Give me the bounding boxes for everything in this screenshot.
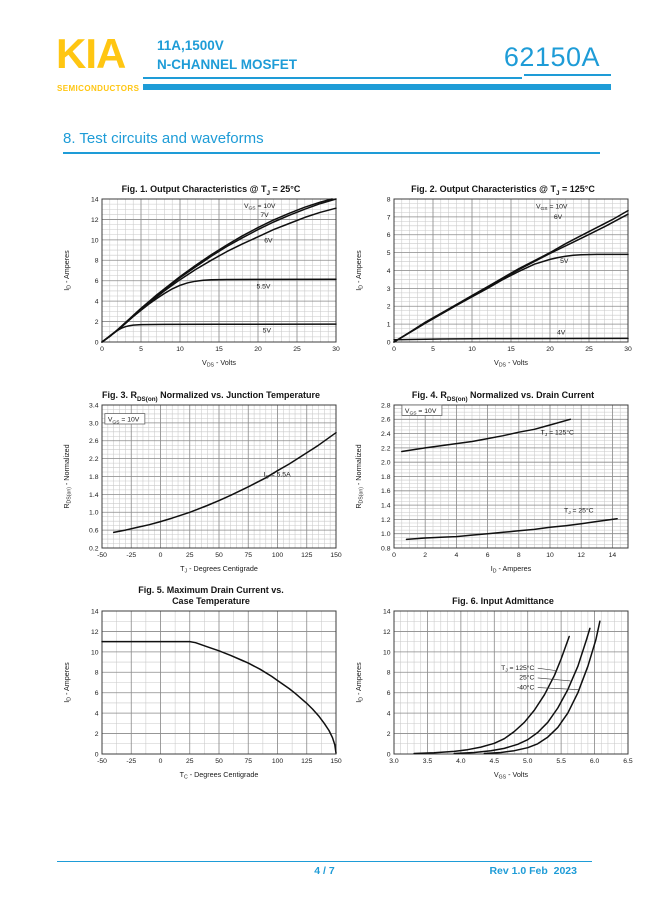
svg-text:12: 12 xyxy=(90,628,98,636)
svg-text:0.6: 0.6 xyxy=(88,527,98,535)
svg-text:4: 4 xyxy=(454,552,458,559)
svg-text:8: 8 xyxy=(386,196,390,204)
svg-text:50: 50 xyxy=(214,758,223,765)
svg-text:12: 12 xyxy=(382,628,390,636)
svg-text:1.0: 1.0 xyxy=(88,509,98,517)
figure-input-admittance xyxy=(347,585,639,784)
svg-text:4: 4 xyxy=(94,298,98,306)
svg-text:0: 0 xyxy=(99,346,104,353)
product-summary xyxy=(157,36,297,74)
svg-text:0.8: 0.8 xyxy=(380,545,390,553)
svg-text:3.4: 3.4 xyxy=(88,402,98,410)
chart-plot xyxy=(58,194,345,372)
svg-text:2.4: 2.4 xyxy=(380,431,390,438)
annotation-label: $T_J = 125^\circ C$ xyxy=(540,429,574,439)
section-title-underline xyxy=(63,152,600,154)
header-rule-thin xyxy=(143,77,522,79)
annotations xyxy=(535,203,568,336)
figure-rdson-vs-drain-current xyxy=(347,379,639,578)
y-axis-label: $R_{DS(on)}$ - Normalized xyxy=(353,444,365,509)
annotation-label: $I_D = 5.5A$ xyxy=(262,471,291,481)
svg-text:1.0: 1.0 xyxy=(380,531,390,539)
svg-text:5.5: 5.5 xyxy=(555,758,566,765)
y-axis-label: $I_D$ - Amperes xyxy=(353,250,365,291)
svg-text:2: 2 xyxy=(386,730,390,738)
kia-logo-subtext: SEMICONDUCTORS xyxy=(57,84,140,93)
kia-logo: KIA xyxy=(56,30,126,77)
annotation-label: 5V xyxy=(559,257,568,265)
grid xyxy=(102,611,336,754)
x-axis-label: $T_C$ - Degrees Centigrade xyxy=(179,770,258,781)
svg-text:12: 12 xyxy=(90,216,98,224)
annotation-label: -40°C xyxy=(516,684,534,692)
figure-title: Fig. 3. $R_{DS(on)}$ Normalized vs. Junction Temperature xyxy=(101,389,321,403)
svg-text:25: 25 xyxy=(292,346,301,353)
x-axis-label: $V_{DS}$ - Volts xyxy=(201,358,236,369)
figure-title: Fig. 4. $R_{DS(on)}$ Normalized vs. Drain Current xyxy=(411,389,595,403)
svg-text:2.0: 2.0 xyxy=(380,459,390,467)
part-number: 62150A xyxy=(503,42,600,72)
svg-text:4.5: 4.5 xyxy=(489,758,499,765)
annotation-label: $T_J = 25^\circ C$ xyxy=(563,507,594,517)
svg-text:6: 6 xyxy=(386,232,390,240)
chart-plot xyxy=(350,194,637,372)
svg-text:4: 4 xyxy=(386,267,390,275)
axis-ticks xyxy=(90,196,339,353)
svg-text:15: 15 xyxy=(214,346,223,353)
svg-text:1.2: 1.2 xyxy=(380,516,390,524)
svg-text:20: 20 xyxy=(545,346,554,353)
section-title: 8. Test circuits and waveforms xyxy=(63,130,264,147)
annotation-label: 6V xyxy=(553,214,562,222)
svg-text:1.4: 1.4 xyxy=(380,502,390,510)
svg-text:10: 10 xyxy=(545,552,554,559)
svg-text:10: 10 xyxy=(90,649,98,657)
annotation-leader xyxy=(537,678,570,681)
svg-text:8: 8 xyxy=(94,669,98,677)
figure-title: Fig. 1. Output Characteristics @ $T_J = 25^\circ C$ xyxy=(121,183,301,197)
grid xyxy=(394,611,628,754)
svg-text:100: 100 xyxy=(271,552,283,559)
chart-plot xyxy=(350,400,637,578)
svg-text:1.6: 1.6 xyxy=(380,488,390,496)
svg-text:10: 10 xyxy=(382,649,390,657)
svg-text:2: 2 xyxy=(386,303,390,311)
svg-text:20: 20 xyxy=(253,346,262,353)
svg-text:5.0: 5.0 xyxy=(522,758,532,765)
axis-ticks xyxy=(90,608,341,765)
svg-text:1.8: 1.8 xyxy=(380,473,390,481)
svg-text:4: 4 xyxy=(94,710,98,718)
svg-text:10: 10 xyxy=(90,237,98,245)
annotations xyxy=(401,405,593,516)
annotation-label: 6V xyxy=(263,237,273,245)
svg-text:5: 5 xyxy=(138,346,143,353)
figure-title: Fig. 2. Output Characteristics @ $T_J = 125^\circ C$ xyxy=(411,183,595,197)
svg-text:75: 75 xyxy=(243,758,252,765)
svg-text:125: 125 xyxy=(300,552,312,559)
svg-text:2.8: 2.8 xyxy=(380,402,390,410)
svg-text:6: 6 xyxy=(485,552,489,559)
annotation-label: 5.5V xyxy=(255,283,270,291)
svg-text:2.2: 2.2 xyxy=(88,456,98,464)
grid xyxy=(102,199,336,342)
svg-text:1: 1 xyxy=(386,321,390,329)
footer-rule xyxy=(57,861,592,862)
svg-text:150: 150 xyxy=(329,552,342,559)
svg-text:6: 6 xyxy=(94,690,98,698)
svg-text:0: 0 xyxy=(391,552,396,559)
annotation-label: $V_{GS} = 10V$ xyxy=(243,202,275,212)
svg-text:10: 10 xyxy=(175,346,184,353)
svg-text:7: 7 xyxy=(386,214,390,222)
figure-output-characteristics-25c xyxy=(55,173,347,372)
chart-plot xyxy=(58,400,345,578)
svg-text:25: 25 xyxy=(185,552,194,559)
svg-text:8: 8 xyxy=(516,552,521,559)
annotations xyxy=(104,414,290,481)
figure-title: Fig. 5. Maximum Drain Current vs. Case Temperature xyxy=(138,585,284,606)
svg-text:15: 15 xyxy=(506,346,515,353)
annotation-label: $V_{GS} = 10V$ xyxy=(535,203,567,213)
svg-text:5: 5 xyxy=(430,346,435,353)
revision-label: Rev 1.0 Feb 2023 xyxy=(489,865,577,877)
figure-rdson-vs-junction-temperature xyxy=(55,379,347,578)
svg-text:6: 6 xyxy=(94,278,98,286)
series-curve xyxy=(406,519,617,540)
figure-output-characteristics-125c xyxy=(347,173,639,372)
svg-text:0: 0 xyxy=(158,552,162,559)
svg-text:-50: -50 xyxy=(96,758,107,765)
svg-text:25: 25 xyxy=(185,758,194,765)
y-axis-label: $R_{DS(on)}$ - Normalized xyxy=(61,444,73,509)
svg-text:1.8: 1.8 xyxy=(88,473,98,481)
svg-text:10: 10 xyxy=(467,346,476,353)
svg-text:0: 0 xyxy=(391,346,396,353)
x-axis-label: $V_{GS}$ - Volts xyxy=(493,770,528,781)
svg-text:50: 50 xyxy=(214,552,223,559)
x-axis-label: $V_{DS}$ - Volts xyxy=(493,358,528,369)
annotation-label: 25°C xyxy=(518,674,534,682)
svg-text:2: 2 xyxy=(94,318,98,326)
svg-text:4: 4 xyxy=(386,710,390,718)
svg-text:6: 6 xyxy=(386,690,390,698)
annotation-label: $V_{GS} = 10V$ xyxy=(404,408,436,417)
figure-max-drain-current-vs-case-temperature xyxy=(55,585,347,784)
svg-text:0: 0 xyxy=(94,751,98,759)
svg-text:14: 14 xyxy=(608,552,616,559)
product-rating: 11A,1500V xyxy=(157,38,224,53)
svg-text:25: 25 xyxy=(584,346,593,353)
svg-text:2: 2 xyxy=(94,730,98,738)
annotation-label: 7V xyxy=(259,212,269,220)
svg-text:3: 3 xyxy=(386,285,390,293)
svg-text:3.5: 3.5 xyxy=(422,758,432,765)
svg-text:3.0: 3.0 xyxy=(388,758,399,765)
svg-text:3.0: 3.0 xyxy=(88,420,98,428)
svg-text:6.5: 6.5 xyxy=(622,758,633,765)
svg-text:1.4: 1.4 xyxy=(88,491,98,499)
svg-text:30: 30 xyxy=(623,346,632,353)
svg-text:12: 12 xyxy=(576,552,585,559)
chart-plot xyxy=(58,606,345,784)
annotation-label: $T_J = 125^\circ C$ xyxy=(500,664,534,674)
y-axis-label: $I_D$ - Amperes xyxy=(353,662,365,703)
header-rule-thin-right xyxy=(524,74,611,76)
svg-text:6.0: 6.0 xyxy=(589,758,599,765)
axis-ticks xyxy=(382,608,632,765)
grid xyxy=(394,405,628,548)
svg-text:0: 0 xyxy=(94,339,98,347)
svg-text:14: 14 xyxy=(90,608,98,616)
x-axis-label: $T_J$ - Degrees Centigrade xyxy=(179,564,258,575)
annotation-label: $V_{GS} = 10V$ xyxy=(107,416,139,426)
header-rule-thick xyxy=(143,84,611,90)
svg-text:-25: -25 xyxy=(125,758,136,765)
svg-text:-25: -25 xyxy=(125,552,136,559)
svg-text:2.6: 2.6 xyxy=(380,416,390,424)
svg-text:100: 100 xyxy=(271,758,283,765)
product-type: N-CHANNEL MOSFET xyxy=(157,57,297,72)
svg-text:150: 150 xyxy=(329,758,342,765)
svg-text:4.0: 4.0 xyxy=(455,758,466,765)
page-indicator: 4 / 7 xyxy=(314,865,335,877)
svg-text:0.2: 0.2 xyxy=(88,545,98,553)
annotation-label: 5V xyxy=(262,327,271,335)
svg-text:2: 2 xyxy=(422,552,427,559)
y-axis-label: $I_D$ - Amperes xyxy=(61,250,73,291)
svg-text:14: 14 xyxy=(382,608,390,616)
annotation-label: 4V xyxy=(556,329,565,337)
svg-text:0: 0 xyxy=(386,751,390,759)
series-curve xyxy=(414,637,569,754)
svg-text:75: 75 xyxy=(243,552,252,559)
svg-text:-50: -50 xyxy=(96,552,107,559)
svg-text:125: 125 xyxy=(300,758,312,765)
svg-text:30: 30 xyxy=(331,346,340,353)
figure-title: Fig. 6. Input Admittance xyxy=(452,595,554,606)
chart-plot xyxy=(350,606,637,784)
svg-text:0: 0 xyxy=(158,758,162,765)
svg-text:0: 0 xyxy=(386,339,390,347)
y-axis-label: $I_D$ - Amperes xyxy=(61,662,73,703)
svg-text:14: 14 xyxy=(90,196,98,204)
charts-grid xyxy=(55,173,639,784)
x-axis-label: $I_D$ - Amperes xyxy=(490,564,531,575)
svg-text:2.6: 2.6 xyxy=(88,438,98,446)
svg-text:5: 5 xyxy=(386,250,390,258)
svg-text:2.2: 2.2 xyxy=(380,445,390,453)
svg-text:8: 8 xyxy=(94,257,98,265)
annotation-leader xyxy=(537,688,579,690)
grid xyxy=(102,405,336,548)
svg-text:8: 8 xyxy=(386,669,390,677)
